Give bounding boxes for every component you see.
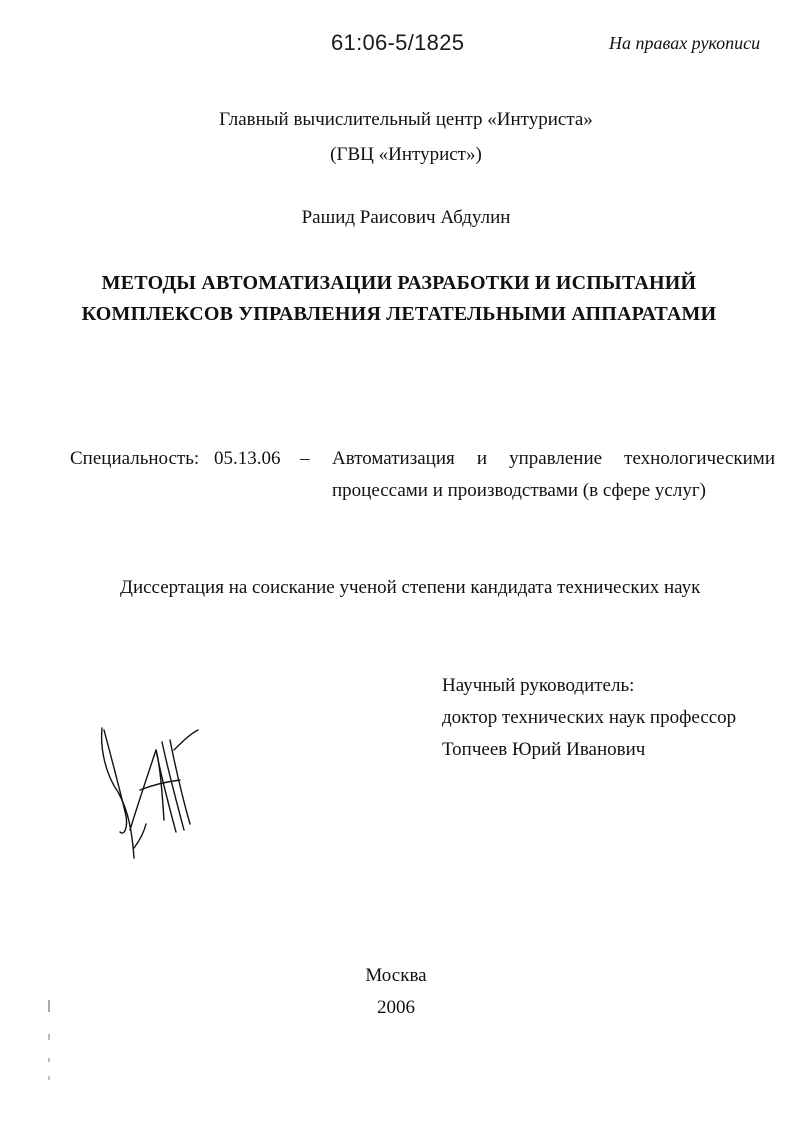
scan-margin-marks (47, 1000, 53, 1085)
year: 2006 (377, 997, 415, 1018)
supervisor-name: Топчеев Юрий Иванович (442, 739, 646, 760)
title-line-1: МЕТОДЫ АВТОМАТИЗАЦИИ РАЗРАБОТКИ И ИСПЫТАНИЙ (101, 272, 697, 294)
specialty-code: 05.13.06 (214, 448, 281, 469)
dissertation-statement: Диссертация на соискание ученой степени кандидата технических наук (120, 577, 701, 598)
supervisor-label: Научный руководитель: (442, 675, 635, 696)
specialty-label: Специальность: (70, 448, 200, 469)
organization-line-1: Главный вычислительный центр «Интуриста» (219, 109, 593, 130)
catalog-number: 61:06-5/1825 (331, 30, 465, 55)
rights-note: На правах рукописи (609, 33, 761, 53)
organization-line-2: (ГВЦ «Интурист») (330, 144, 482, 165)
city: Москва (365, 965, 427, 986)
specialty-text-line-1: Автоматизация и управление технологическими (332, 448, 775, 469)
specialty-dash: – (300, 448, 310, 469)
specialty-text-line-2: процессами и производствами (в сфере услуг) (332, 480, 706, 501)
specialty-row (70, 448, 775, 472)
supervisor-degree: доктор технических наук профессор (442, 707, 737, 728)
signature-image (90, 720, 210, 870)
author-name: Рашид Раисович Абдулин (301, 207, 511, 228)
title-line-2: КОМПЛЕКСОВ УПРАВЛЕНИЯ ЛЕТАТЕЛЬНЫМИ АППАРАТАМИ (81, 303, 717, 325)
